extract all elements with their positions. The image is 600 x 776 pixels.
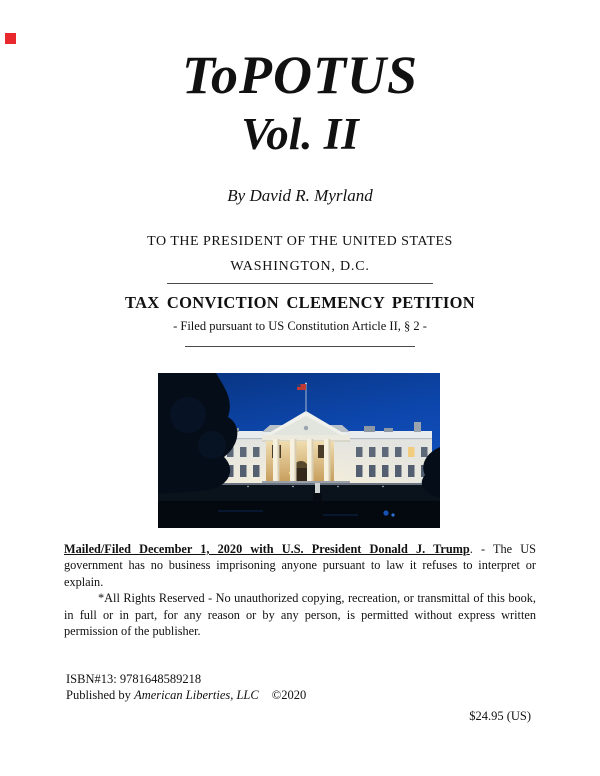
white-house-photo [158, 373, 440, 528]
author-byline: By David R. Myrland [227, 186, 373, 205]
divider-line-bottom [185, 346, 415, 347]
red-square-marker [5, 33, 16, 44]
petition-subtitle: - Filed pursuant to US Constitution Article II, § 2 - [173, 319, 427, 333]
address-line-1: TO THE PRESIDENT OF THE UNITED STATES [147, 234, 453, 249]
publisher-name: American Liberties, LLC [134, 687, 259, 702]
body-text [64, 541, 536, 639]
price-label: $24.95 (US) [469, 709, 531, 723]
volume-title: Vol. II [241, 109, 359, 159]
address-line-2: WASHINGTON, D.C. [230, 259, 370, 274]
filing-statement-rest: . - The US government has no business imprisoning anyone pursuant to law it refuses to interpret or explain. [64, 542, 536, 589]
rights-reserved-paragraph: *All Rights Reserved - No unauthorized copying, recreation, or transmittal of this book, in full or in part, for any reason or by any person, is permitted without express written permission of the publisher. [64, 591, 536, 639]
publisher-line [66, 688, 306, 704]
isbn-line: ISBN#13: 9781648589218 [66, 672, 202, 686]
book-title: ToPOTUS [181, 45, 419, 105]
copyright-notice: ©2020 [271, 687, 307, 702]
filing-paragraph [64, 541, 536, 590]
publication-info [66, 672, 306, 703]
divider-line-top [167, 283, 433, 284]
white-house-illustration [158, 373, 440, 528]
petition-title: TAX CONVICTION CLEMENCY PETITION [124, 293, 475, 312]
published-by-label: Published by [66, 687, 135, 702]
filing-statement-bold: Mailed/Filed December 1, 2020 with U.S. President Donald J. Trump [64, 542, 470, 556]
